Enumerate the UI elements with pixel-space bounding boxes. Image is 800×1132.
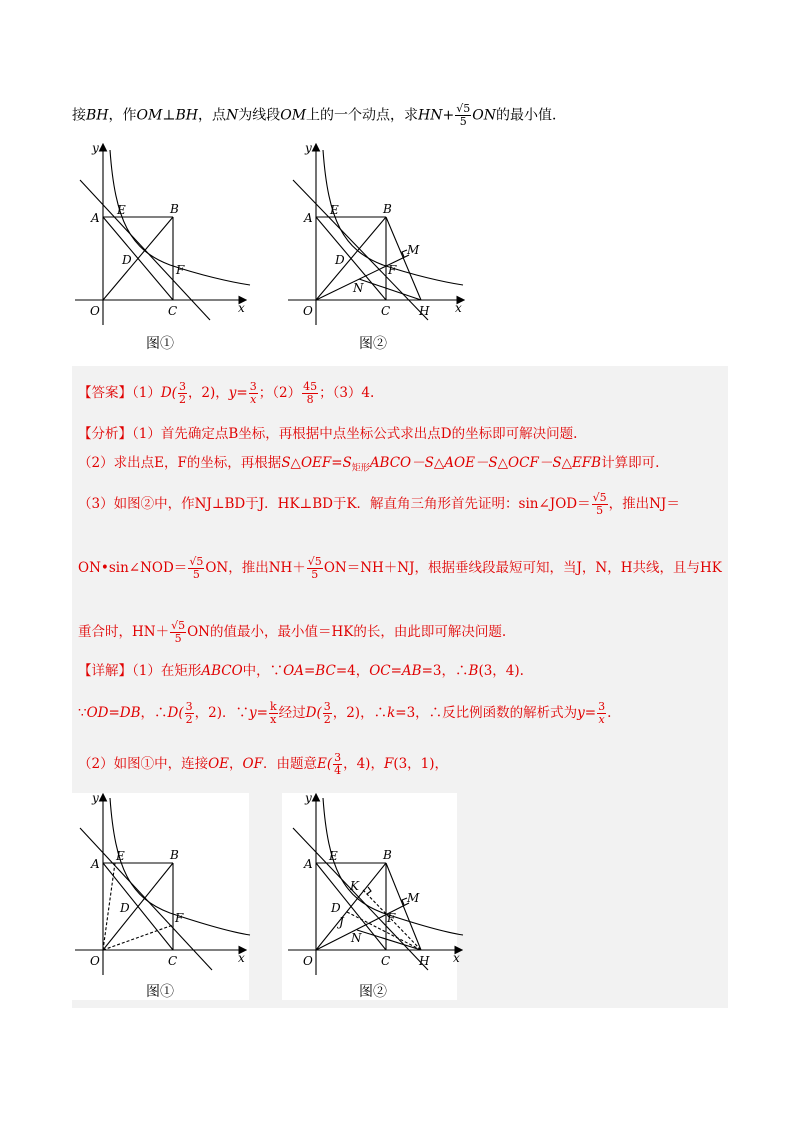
label-d: D: [331, 901, 341, 915]
frac-num: 3: [323, 700, 331, 713]
figure-1: [75, 145, 250, 325]
text: ABCO－S△AOE－S△OCF－S△EFB: [369, 455, 602, 471]
text: D(: [160, 385, 177, 401]
q-perp: ⊥: [162, 107, 176, 124]
q-text: 为线段: [238, 107, 281, 124]
text: ABCO: [201, 663, 243, 679]
answer-line: [78, 381, 374, 406]
label-x: x: [238, 301, 245, 315]
label-f: F: [176, 263, 185, 277]
answer-tag: 【答案】: [78, 385, 132, 401]
label-a: A: [91, 857, 100, 871]
text: =4，: [335, 663, 370, 679]
analysis-line-1: [78, 423, 577, 445]
q-hn: HN: [418, 107, 443, 124]
text: ；（3）4.: [319, 385, 375, 401]
right-angle-mark-k: [367, 887, 371, 894]
analysis-line-5: [78, 620, 506, 645]
fraction: [178, 381, 187, 406]
text: S△OEF=S: [281, 455, 352, 471]
text: (3，1)，: [393, 756, 449, 772]
text: （1）首先确定点B坐标，再根据中点坐标公式求出点D的坐标即可解决问题.: [132, 426, 578, 442]
label-o: O: [90, 304, 100, 318]
q-om: OM: [136, 107, 163, 124]
label-o: O: [303, 954, 313, 968]
text: OF: [242, 756, 263, 772]
text: ．由题意: [262, 756, 317, 772]
label-a: A: [304, 857, 313, 871]
frac-num: √5: [189, 555, 204, 568]
text: ON＝NH＋NJ，根据垂线段最短可知，当J，N，H共线，且与HK: [323, 560, 722, 576]
text: ON的值最小，最小值＝HK的长，由此即可解决问题.: [187, 624, 507, 640]
q-om: OM: [280, 107, 307, 124]
frac-num: 3: [249, 380, 257, 393]
text: ON，推出NH＋: [205, 560, 306, 576]
text: （1）: [132, 385, 161, 401]
segment-bh: [386, 863, 421, 950]
figure-2: [288, 141, 463, 352]
label-e: E: [329, 849, 338, 863]
frac-den: x: [598, 713, 605, 726]
frac-den: x: [270, 713, 277, 726]
label-y: y: [305, 791, 312, 805]
label-n: N: [353, 281, 364, 295]
q-text: 的最小值．: [496, 107, 566, 124]
label-x: x: [453, 951, 460, 965]
frac-num: √5: [456, 102, 471, 115]
label-c: C: [381, 304, 391, 318]
detail-line-1: [78, 660, 524, 682]
q-text: ，点: [197, 107, 226, 124]
q-n: N: [225, 107, 239, 124]
label-x: x: [238, 951, 245, 965]
label-b: B: [170, 202, 179, 216]
frac-den: 5: [596, 504, 604, 517]
label-e: E: [330, 203, 339, 217]
frac-den: x: [250, 393, 257, 406]
label-c: C: [168, 304, 178, 318]
caption-fig2: 图②: [359, 984, 387, 1000]
segment-bh: [386, 217, 421, 300]
text: ∵: [78, 705, 87, 721]
text: ，: [229, 756, 243, 772]
frac-den: 2: [185, 713, 193, 726]
fraction: [333, 752, 342, 777]
text: OA=BC: [283, 663, 336, 679]
frac-den: 2: [178, 393, 186, 406]
detail-line-2: [78, 701, 611, 726]
text: ON•sin∠NOD＝: [78, 560, 188, 576]
frac-num: √5: [171, 619, 186, 632]
fraction: [185, 701, 194, 726]
analysis-line-4: [78, 556, 722, 581]
label-d: D: [335, 253, 345, 267]
q-text: ，作: [108, 107, 137, 124]
label-b: B: [383, 202, 392, 216]
text: k: [387, 705, 396, 721]
fraction: [170, 620, 186, 645]
label-d: D: [122, 253, 132, 267]
text: ，4)，: [343, 756, 384, 772]
bottom-figure-1: [75, 795, 250, 975]
text: （2）如图①中，连接: [78, 756, 209, 772]
frac-num: 3: [178, 380, 186, 393]
text: B: [468, 663, 479, 679]
text: D(: [167, 705, 184, 721]
label-m: M: [407, 891, 420, 905]
frac-den: 5: [174, 632, 182, 645]
fraction: [592, 492, 608, 517]
text: ，推出NJ＝: [608, 496, 680, 512]
fraction: [188, 556, 204, 581]
frac-den: 2: [323, 713, 331, 726]
text: y=: [577, 705, 597, 721]
q-bh: BH: [86, 107, 109, 124]
line-ef: [80, 180, 210, 320]
text: 经过: [278, 705, 306, 721]
label-m: M: [407, 243, 420, 257]
q-bh: BH: [175, 107, 198, 124]
text: =3，∴反比例函数的解析式为: [395, 705, 578, 721]
analysis-line-2: [78, 452, 659, 480]
fraction: [249, 381, 258, 406]
frac-num: 3: [334, 751, 342, 764]
q-on: ON: [472, 107, 496, 124]
detail-line-3: [78, 752, 448, 777]
text: （3）如图②中，作NJ⊥BD于J．HK⊥BD于K．解直角三角形首先证明：sin∠JOD＝: [78, 496, 591, 512]
label-o: O: [90, 954, 100, 968]
fraction: [302, 381, 318, 406]
label-d: D: [120, 901, 130, 915]
text: y=: [249, 705, 268, 721]
q-text: 接: [72, 107, 86, 124]
text: （2）求出点E，F的坐标，再根据: [78, 455, 282, 471]
label-n: N: [351, 931, 362, 945]
text: 中，∵: [242, 663, 284, 679]
label-y: y: [92, 791, 99, 805]
text: 矩形: [351, 463, 370, 474]
caption-fig1: 图①: [146, 984, 174, 1000]
frac-den: 8: [306, 393, 314, 406]
fraction: [323, 701, 332, 726]
label-k: K: [350, 879, 359, 893]
frac-den: 5: [192, 568, 200, 581]
label-c: C: [381, 954, 391, 968]
frac-num: √5: [307, 555, 322, 568]
frac-den: 5: [459, 115, 467, 128]
text: 计算即可.: [601, 455, 660, 471]
label-b: B: [170, 848, 179, 862]
q-text: 上的一个动点，求: [306, 107, 419, 124]
label-b: B: [383, 848, 392, 862]
text: (3，4).: [478, 663, 524, 679]
label-f: F: [387, 911, 396, 925]
label-x: x: [455, 301, 462, 315]
text: F: [383, 756, 394, 772]
text: OE: [208, 756, 230, 772]
label-a: A: [91, 211, 100, 225]
bottom-figure-2: [288, 791, 463, 1000]
text: =3，∴: [421, 663, 469, 679]
analysis-line-3: [78, 492, 680, 517]
frac-num: 3: [598, 700, 606, 713]
segment-nh: [359, 279, 421, 300]
frac-num: √5: [592, 491, 607, 504]
text: ，2)，∴: [332, 705, 388, 721]
detail-tag: 【详解】: [78, 663, 132, 679]
frac-num: k: [269, 700, 277, 713]
label-h: H: [419, 954, 430, 968]
fraction: [597, 701, 606, 726]
analysis-tag: 【分析】: [78, 426, 132, 442]
bottom-figure-2-labels: [303, 791, 460, 968]
fraction: [307, 556, 323, 581]
text: y=: [228, 385, 248, 401]
q-plus: +: [442, 107, 455, 124]
label-f: F: [388, 263, 397, 277]
label-y: y: [92, 141, 99, 155]
text: E(: [316, 756, 333, 772]
label-y: y: [305, 141, 312, 155]
label-c: C: [168, 954, 178, 968]
label-h: H: [419, 304, 430, 318]
top-figures: [70, 140, 470, 355]
bottom-figures: [70, 790, 470, 1005]
label-a: A: [304, 211, 313, 225]
text: （1）在矩形: [132, 663, 202, 679]
text: ，2)，: [187, 385, 229, 401]
question-line: [72, 103, 566, 128]
frac-den: 4: [334, 764, 342, 777]
label-e: E: [116, 849, 125, 863]
text: ，2)．∵: [194, 705, 249, 721]
text: ；（2）: [258, 385, 302, 401]
label-f: F: [175, 911, 184, 925]
frac-den: 5: [311, 568, 319, 581]
frac-num: 45: [303, 380, 318, 393]
q-fraction: [455, 103, 471, 128]
label-o: O: [303, 304, 313, 318]
text: OC=AB: [369, 663, 422, 679]
caption-fig2: 图②: [359, 336, 387, 352]
text: D(: [305, 705, 322, 721]
text: .: [607, 705, 612, 721]
label-j: J: [339, 915, 344, 929]
frac-num: 3: [185, 700, 193, 713]
text: OD=DB: [86, 705, 141, 721]
caption-fig1: 图①: [146, 336, 174, 352]
text: 重合时，HN＋: [78, 624, 170, 640]
label-e: E: [117, 203, 126, 217]
fraction: [269, 701, 278, 726]
text: ，∴: [140, 705, 168, 721]
